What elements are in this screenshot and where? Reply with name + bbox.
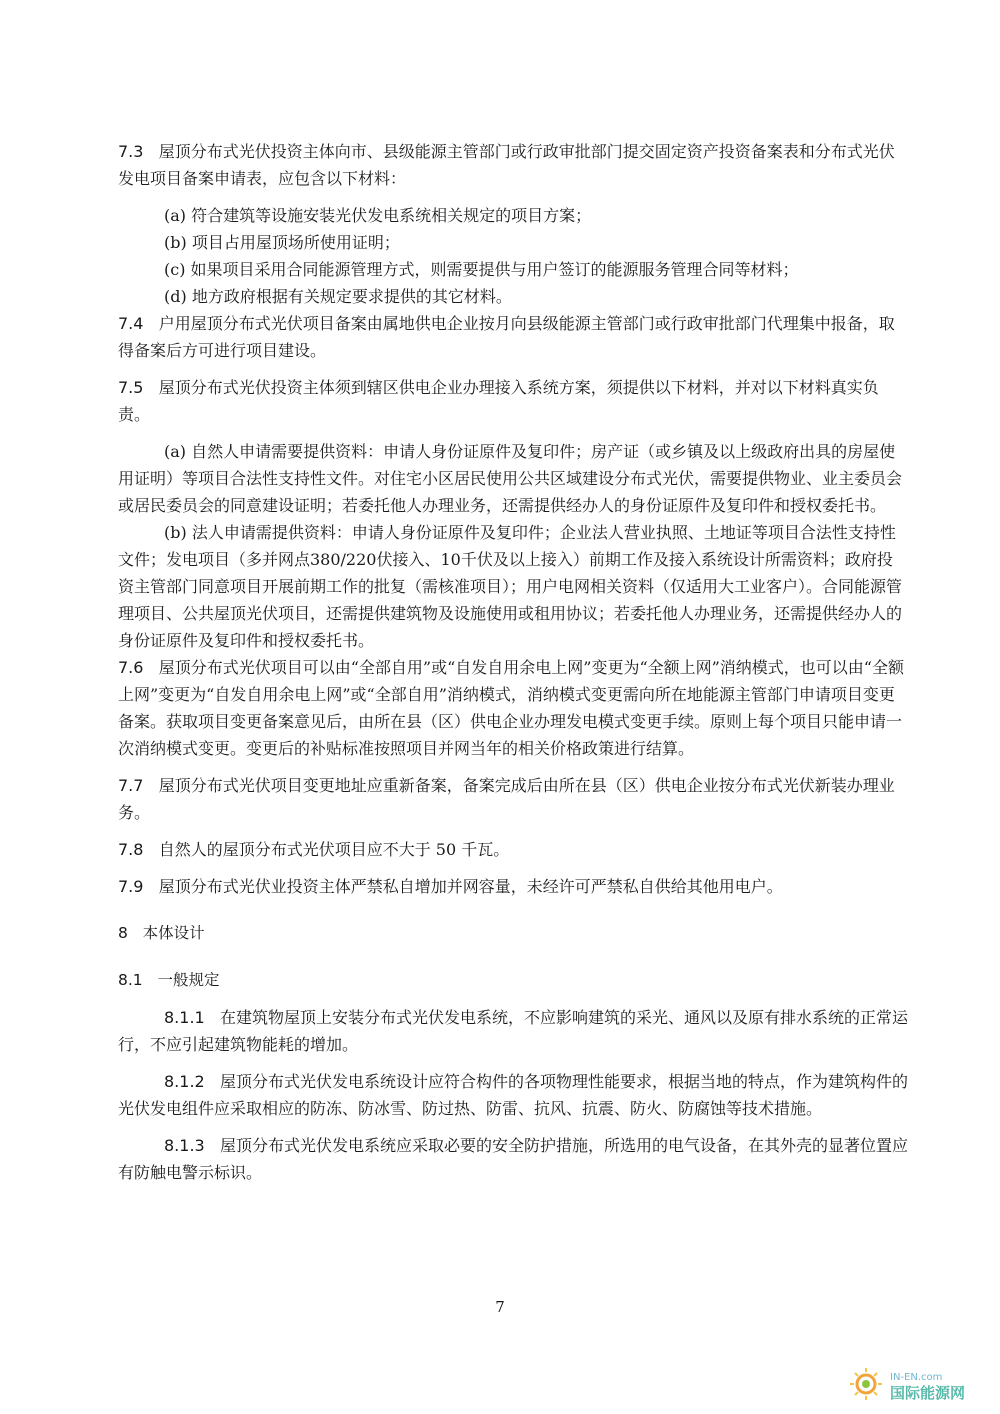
clause-7-6: 7.6 屋顶分布式光伏项目可以由“全部自用”或“自发自用余电上网”变更为“全额上网”消纳模式，也可以由“全额上网”变更为“自发自用余电上网”或“全部自用”消纳模式，消纳模式变更需向所在地能源主管部门申请项目变更备案。获取项目变更备案意见后，由所在县（区）供电企业办理发电模式变更手续。原则上每个项目只能申请一次消纳模式变更。变更后的补贴标准按照项目并网当年的相关价格政策进行结算。 — [118, 658, 904, 758]
clause-7-5-a: (a) 自然人申请需要提供资料：申请人身份证原件及复印件；房产证（或乡镇及以上级政府出具的房屋使用证明）等项目合法性支持性文件。对住宅小区居民使用公共区域建设分布式光伏，需要提供物业、业主委员会或居民委员会的同意建设证明；若委托他人办理业务，还需提供经办人的身份证原件及复印件和授权委托书。 — [118, 442, 903, 515]
section-heading-8: 8 本体设计 — [118, 924, 205, 942]
clause-7-8: 7.8 自然人的屋顶分布式光伏项目应不大于 50 千瓦。 — [118, 840, 510, 859]
clause-7-5-b: (b) 法人申请需提供资料：申请人身份证原件及复印件；企业法人营业执照、土地证等项目合法性支持性文件；发电项目（多并网点380/220伏接入、10千伏及以上接入）前期工作及接入系统设计所需资料；政府投资主管部门同意项目开展前期工作的批复（需核准项目）；用户电网相关资料（仅适用大工业客户）。合同能源管理项目、公共屋顶光伏项目，还需提供建筑物及设施使用或租用协议；若委托他人办理业务，还需提供经办人的身份证原件及复印件和授权委托书。 — [118, 523, 903, 650]
clause-7-3-d: (d) 地方政府根据有关规定要求提供的其它材料。 — [164, 287, 512, 306]
clause-8-1-2: 8.1.2 屋顶分布式光伏发电系统设计应符合构件的各项物理性能要求，根据当地的特点，作为建筑构件的光伏发电组件应采取相应的防冻、防冰雪、防过热、防雷、抗风、抗震、防火、防腐蚀等技术措施。 — [118, 1072, 908, 1118]
sun-icon — [850, 1368, 882, 1400]
watermark-domain: IN-EN.com — [890, 1372, 943, 1383]
watermark-brand: 国际能源网 — [890, 1384, 966, 1402]
clause-8-1-1: 8.1.1 在建筑物屋顶上安装分布式光伏发电系统，不应影响建筑的采光、通风以及原有排水系统的正常运行，不应引起建筑物能耗的增加。 — [118, 1008, 908, 1054]
watermark-logo — [844, 1358, 994, 1408]
clause-7-3-c: (c) 如果项目采用合同能源管理方式，则需要提供与用户签订的能源服务管理合同等材料； — [164, 260, 799, 279]
clause-8-1-3: 8.1.3 屋顶分布式光伏发电系统应采取必要的安全防护措施，所选用的电气设备，在其外壳的显著位置应有防触电警示标识。 — [118, 1136, 908, 1182]
clause-7-4: 7.4 户用屋顶分布式光伏项目备案由属地供电企业按月向县级能源主管部门或行政审批部门代理集中报备，取得备案后方可进行项目建设。 — [118, 314, 895, 360]
page-number: 7 — [495, 1298, 505, 1316]
clause-7-7: 7.7 屋顶分布式光伏项目变更地址应重新备案，备案完成后由所在县（区）供电企业按分布式光伏新装办理业务。 — [118, 776, 895, 822]
clause-7-5: 7.5 屋顶分布式光伏投资主体须到辖区供电企业办理接入系统方案，须提供以下材料，并对以下材料真实负责。 — [118, 378, 879, 424]
clause-7-9: 7.9 屋顶分布式光伏业投资主体严禁私自增加并网容量，未经许可严禁私自供给其他用电户。 — [118, 877, 783, 896]
clause-7-3-a: (a) 符合建筑等设施安装光伏发电系统相关规定的项目方案； — [164, 206, 592, 225]
section-heading-8-1: 8.1 一般规定 — [118, 971, 220, 989]
clause-7-3: 7.3 屋顶分布式光伏投资主体向市、县级能源主管部门或行政审批部门提交固定资产投资备案表和分布式光伏发电项目备案申请表，应包含以下材料： — [118, 142, 895, 188]
document-body — [118, 138, 908, 1186]
clause-7-3-b: (b) 项目占用屋顶场所使用证明； — [164, 233, 400, 252]
